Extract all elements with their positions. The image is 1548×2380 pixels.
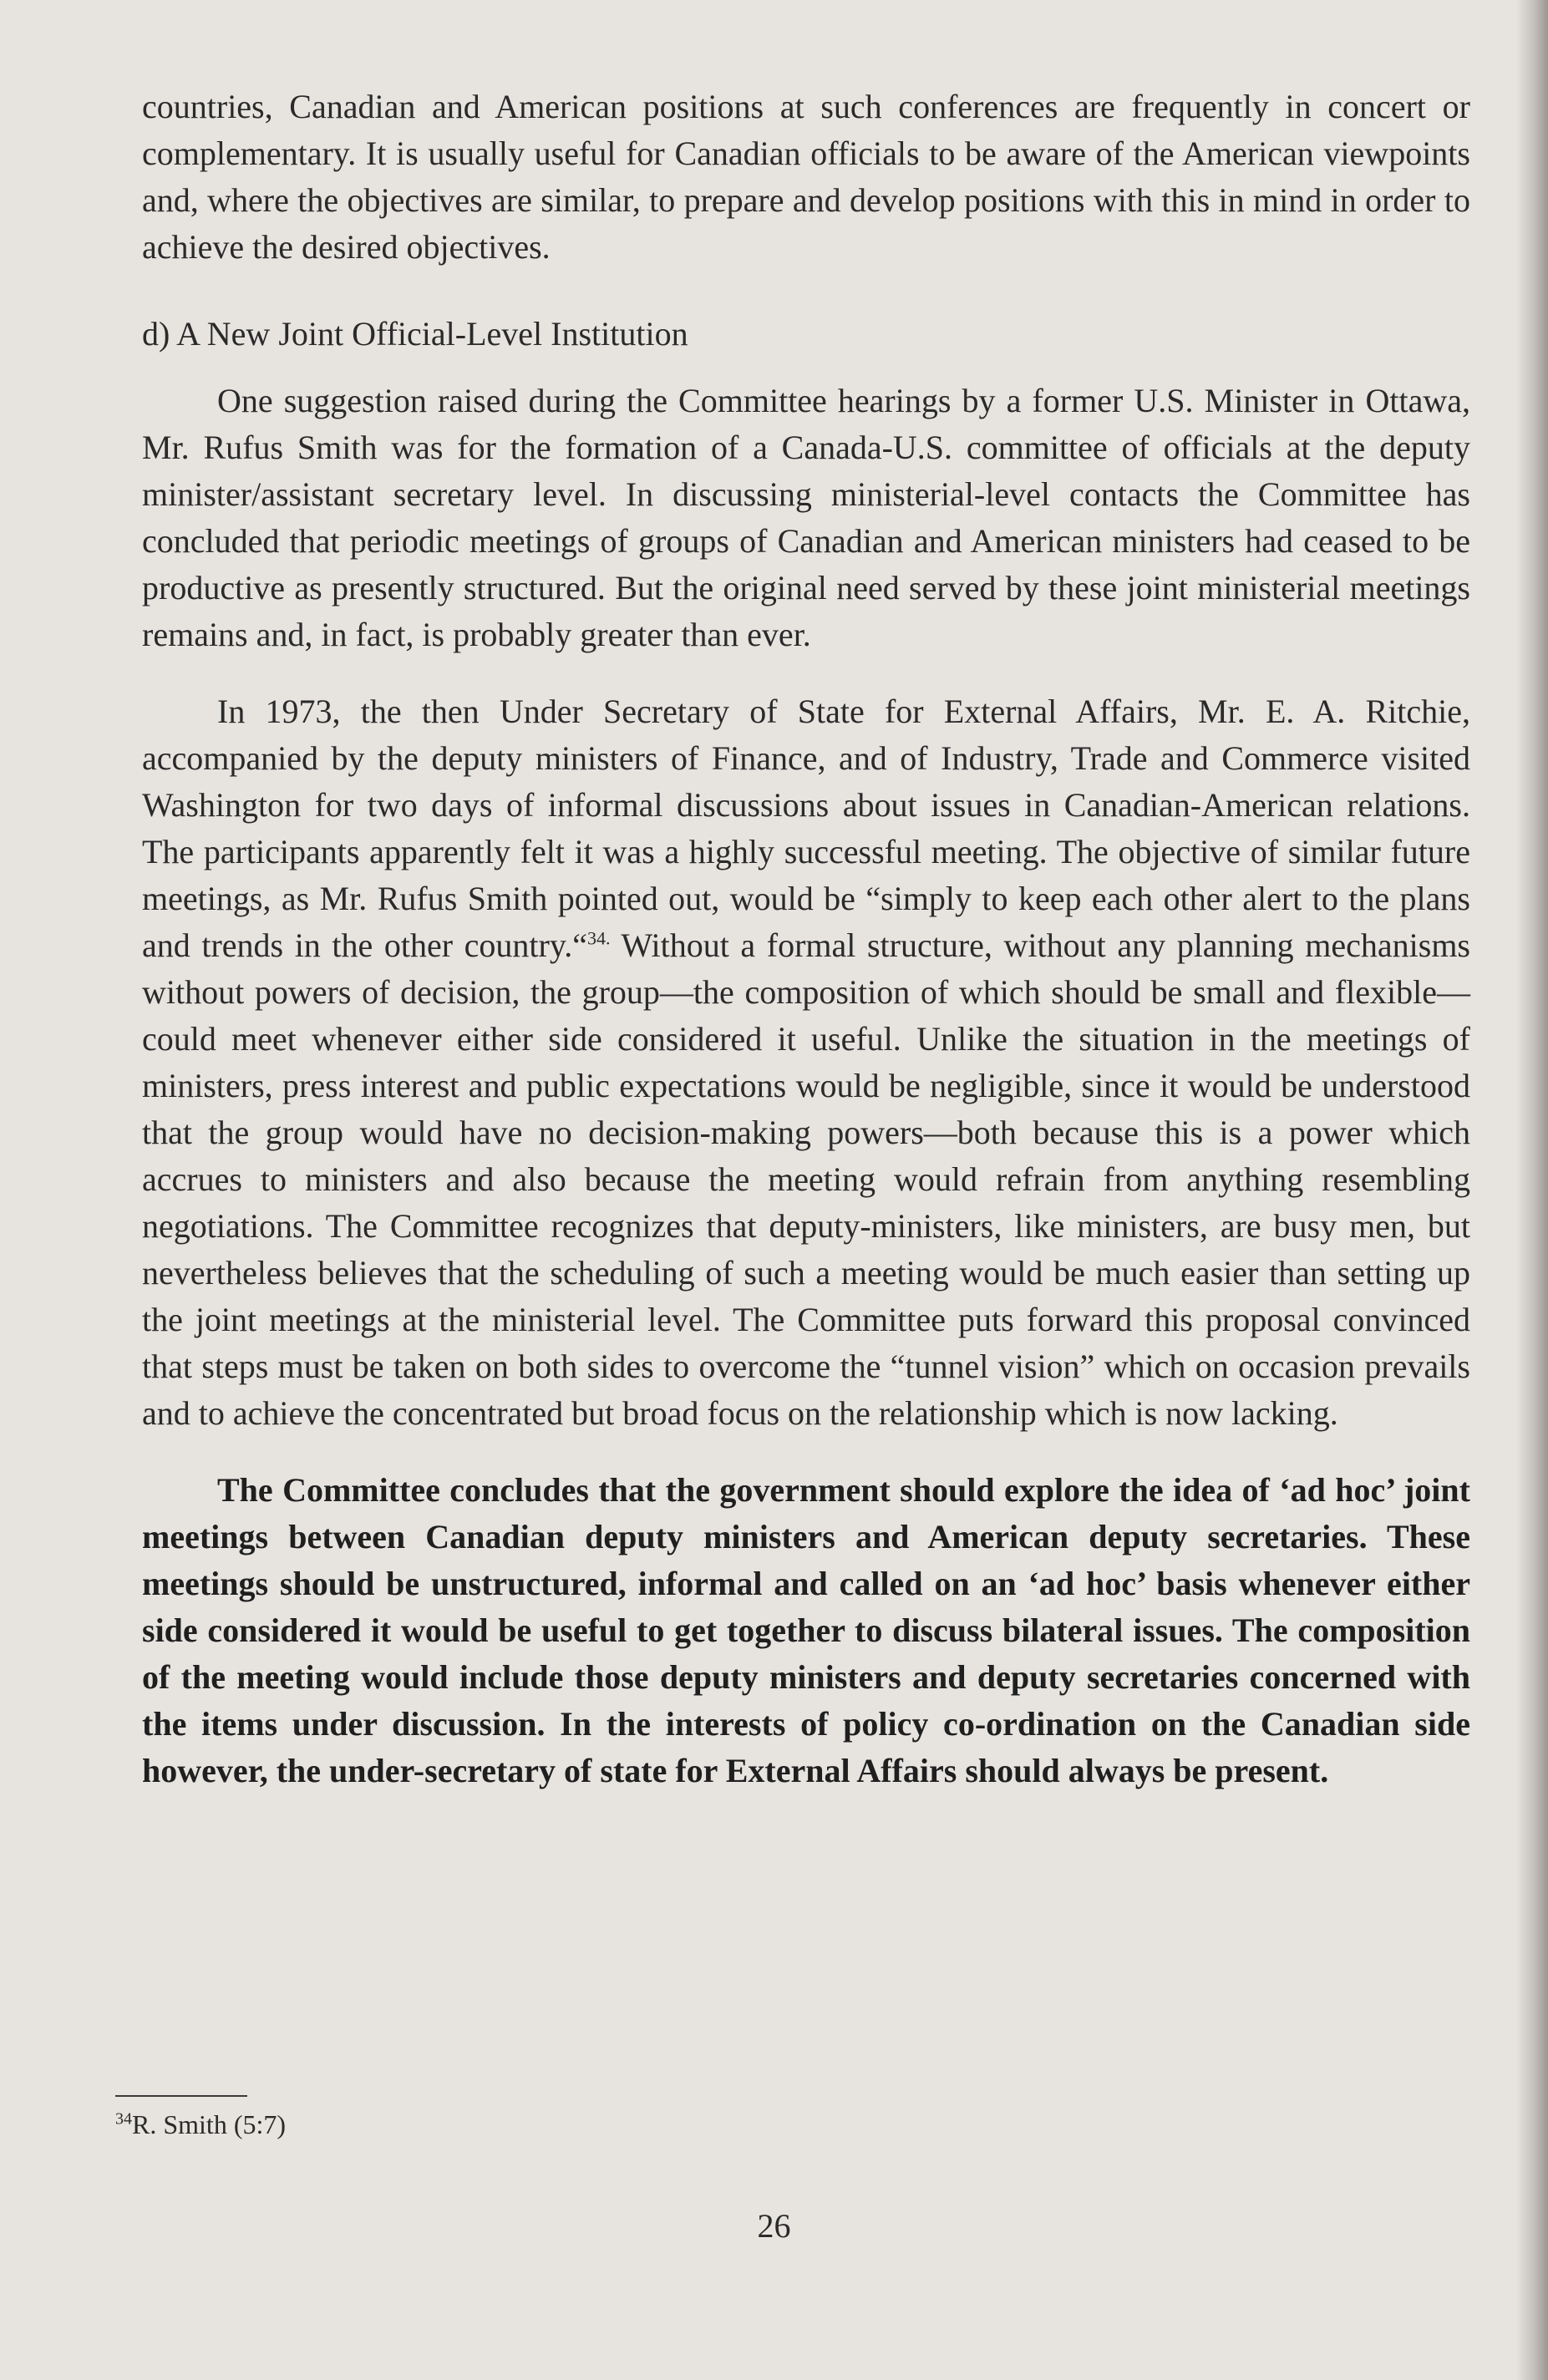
footnote-text: R. Smith (5:7) (132, 2109, 287, 2139)
committee-conclusion: The Committee concludes that the government should explore the idea of ‘ad hoc’ joint meetings between Canadian deputy ministers and American deputy secretaries. These meetings should be unstructured, informal and called on an ‘ad hoc’ basis whenever either side considered it would be useful to get together to discuss bilateral issues. The composition of the meeting would include those deputy ministers and deputy secretaries concerned with the items under discussion. In the interests of policy co-ordination on the Canadian side however, the under-secretary of state for External Affairs should always be present. (142, 1471, 1470, 1789)
paragraph-suggestion: One suggestion raised during the Committee hearings by a former U.S. Minister in Ottawa, Mr. Rufus Smith was for the formation of a Canada-U.S. committee of officials at the deputy minister/assistant secretary level. In discussing ministerial-level contacts the Committee has concluded that periodic meetings of groups of Canadian and American ministers had ceased to be productive as presently structured. But the original need served by these joint ministerial meetings remains and, in fact, is probably greater than ever. (142, 382, 1470, 653)
paragraph-1973-meeting-part1: In 1973, the then Under Secretary of State for External Affairs, Mr. E. A. Ritchie, accompanied by the deputy ministers of Finance, and of Industry, Trade and Commerce visited Washington for two days of informal discussions about issues in Canadian-American relations. The participants apparently felt it was a highly successful meeting. The objective of similar future meetings, as Mr. Rufus Smith pointed out, would be “simply to keep each other alert to the plans and trends in the other country.“ (142, 693, 1470, 964)
body-text (142, 84, 1470, 1794)
footnote (115, 2103, 286, 2145)
paragraph-1973-meeting-part2: Without a formal structure, without any planning mechanisms without powers of decision, the group—the composition of which should be small and flexible—could meet whenever either side considered it useful. Unlike the situation in the meetings of ministers, press interest and public expectations would be negligible, since it would be understood that the group would have no decision-making powers—both because this is a power which accrues to ministers and also because the meeting would refrain from anything resembling negotiations. The Committee recognizes that deputy-ministers, like ministers, are busy men, but nevertheless believes that the scheduling of such a meeting would be much easier than setting up the joint meetings at the ministerial level. The Committee puts forward this proposal convinced that steps must be taken on both sides to overcome the “tunnel vision” which on occasion prevails and to achieve the concentrated but broad focus on the relationship which is now lacking. (142, 926, 1470, 1432)
page-number: 26 (757, 2207, 791, 2245)
paragraph-continuation: countries, Canadian and American positions at such conferences are frequently in concert or complementary. It is usually useful for Canadian officials to be aware of the American viewpoints and, where the objectives are similar, to prepare and develop positions with this in mind in order to achieve the desired objectives. (142, 88, 1470, 266)
page-edge-shadow (1516, 0, 1548, 2380)
footnote-marker: 34 (115, 2109, 132, 2129)
section-heading: d) A New Joint Official-Level Institution (142, 315, 688, 353)
footnote-reference: 34. (586, 927, 611, 949)
footnote-divider (115, 2095, 247, 2097)
paragraph-1973-meeting (142, 688, 1470, 1437)
